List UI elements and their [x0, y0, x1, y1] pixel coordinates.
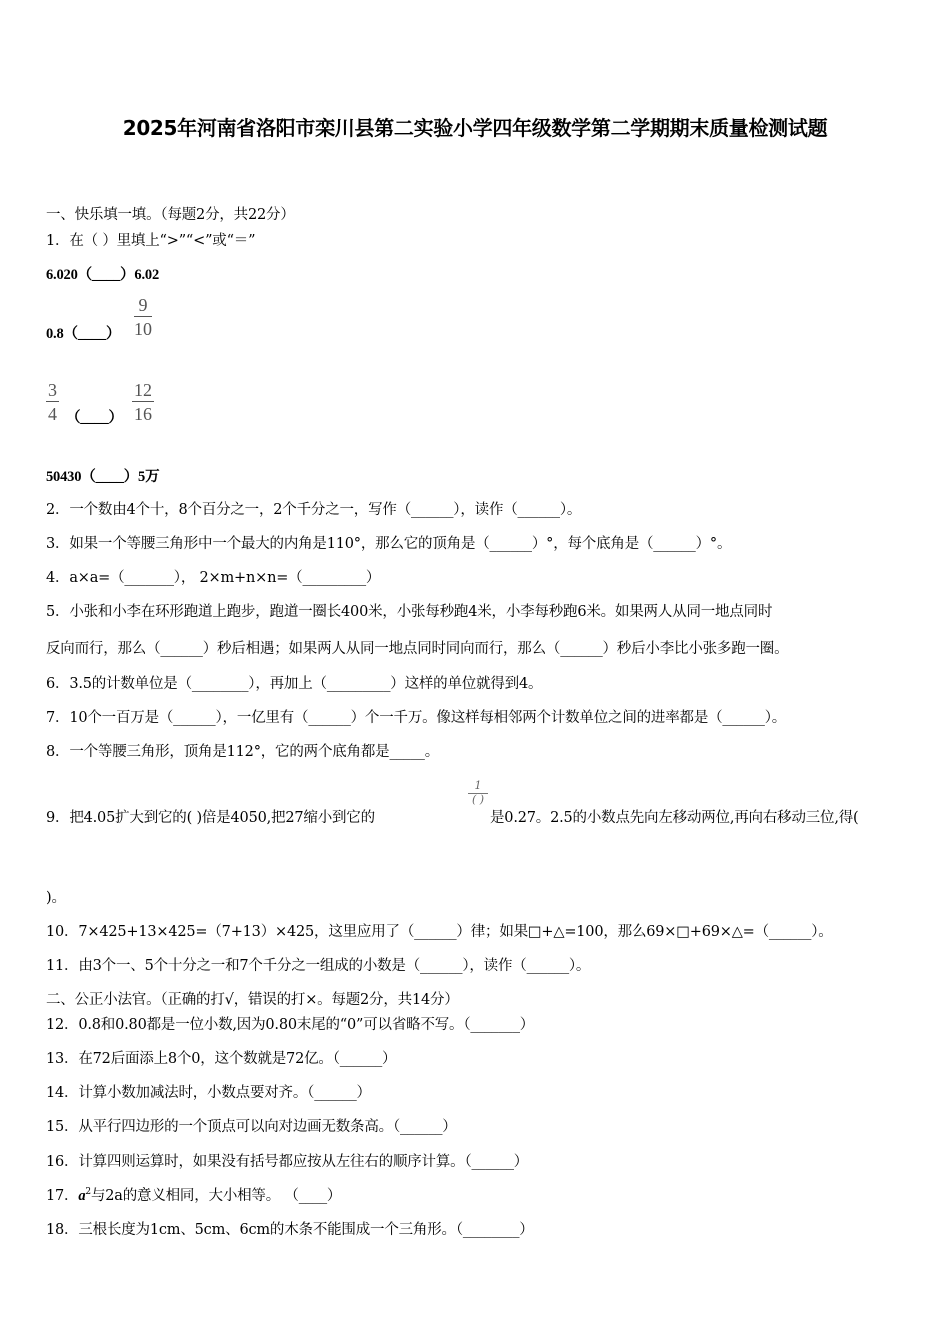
question-15: 15．从平行四边形的一个顶点可以向对边画无数条高。（______） — [46, 1119, 457, 1135]
fraction-denominator: 4 — [48, 404, 57, 424]
question-9-part-3: )。 — [46, 890, 66, 906]
question-10: 10．7×425+13×425=（7+13）×425，这里应用了（______）律；如果□+△=100，那么69×□+69×△=（______）。 — [46, 924, 833, 940]
question-3: 3．如果一个等腰三角形中一个最大的内角是110°，那么它的顶角是（______）°，每个底角是（______）°。 — [46, 536, 732, 552]
question-11: 11．由3个一、5个十分之一和7个千分之一组成的小数是（______），读作（______）。 — [46, 958, 591, 974]
question-9-part-2: 是0.27。2.5的小数点先向左移动两位,再向右移动三位,得( — [490, 810, 859, 826]
fraction-numerator: 1 — [474, 779, 482, 792]
question-5-line-2: 反向而行，那么（______）秒后相遇；如果两人从同一地点同时同向而行，那么（______）秒后小李比小张多跑一圈。 — [46, 641, 789, 657]
question-18: 18．三根长度为1cm、5cm、6cm的木条不能围成一个三角形。（________） — [46, 1222, 534, 1238]
question-1b: 0.8（____） — [46, 326, 121, 342]
question-1d: 50430（____）5万 — [46, 469, 160, 485]
fraction-denominator: 10 — [134, 319, 152, 339]
page-title: 2025年河南省洛阳市栾川县第二实验小学四年级数学第二学期期末质量检测试题 — [122, 116, 828, 140]
question-17 — [46, 1184, 341, 1205]
question-9-part-1: 9．把4.05扩大到它的( )倍是4050,把27缩小到它的 — [46, 810, 375, 826]
question-17-text: 与2a的意义相同，大小相等。 （____） — [90, 1188, 342, 1204]
fraction-numerator: 9 — [138, 295, 148, 315]
question-1c: （____） — [66, 410, 123, 426]
fraction-denominator: 16 — [134, 404, 152, 424]
question-6: 6．3.5的计数单位是（________），再加上（_________）这样的单位就得到4。 — [46, 676, 543, 692]
fraction-numerator: 3 — [48, 380, 57, 400]
question-16: 16．计算四则运算时，如果没有括号都应按从左往右的顺序计算。（______） — [46, 1154, 529, 1170]
fraction-3-4 — [46, 381, 59, 423]
question-2: 2．一个数由4个十，8个百分之一，2个千分之一，写作（______），读作（______）。 — [46, 502, 582, 518]
section-2-heading: 二、公正小法官。（正确的打√，错误的打×。每题2分，共14分） — [46, 992, 459, 1008]
question-17-number: 17． — [46, 1188, 79, 1204]
superscript-2: 2 — [85, 1187, 91, 1198]
fraction-12-16 — [132, 381, 154, 423]
fraction-9-10 — [134, 296, 152, 338]
question-7: 7．10个一百万是（______），一亿里有（______）个一千万。像这样每相邻两个计数单位之间的进率都是（______）。 — [46, 710, 787, 726]
section-1-heading: 一、快乐填一填。（每题2分，共22分） — [46, 207, 295, 223]
question-12: 12．0.8和0.80都是一位小数,因为0.80末尾的“0”可以省略不写。（_______） — [46, 1017, 535, 1033]
question-4: 4．a×a=（_______）， 2×m+n×n=（_________） — [46, 570, 381, 586]
question-5-line-1: 5．小张和小李在环形跑道上跑步，跑道一圈长400米，小张每秒跑4米，小李每秒跑6米。如果两人从同一地点同时 — [46, 604, 773, 620]
question-14: 14．计算小数加减法时，小数点要对齐。（______） — [46, 1085, 371, 1101]
variable-a: a — [78, 1188, 86, 1204]
question-1a: 6.020（____）6.02 — [46, 267, 159, 283]
question-13: 13．在72后面添上8个0，这个数就是72亿。（______） — [46, 1051, 397, 1067]
fraction-denominator: ( ) — [471, 793, 485, 806]
fraction-numerator: 12 — [134, 380, 152, 400]
fraction-1-over-blank — [468, 780, 488, 805]
question-8: 8．一个等腰三角形，顶角是112°，它的两个底角都是_____。 — [46, 744, 439, 760]
question-1: 1．在（ ）里填上“>”“<”或“＝” — [46, 233, 256, 249]
